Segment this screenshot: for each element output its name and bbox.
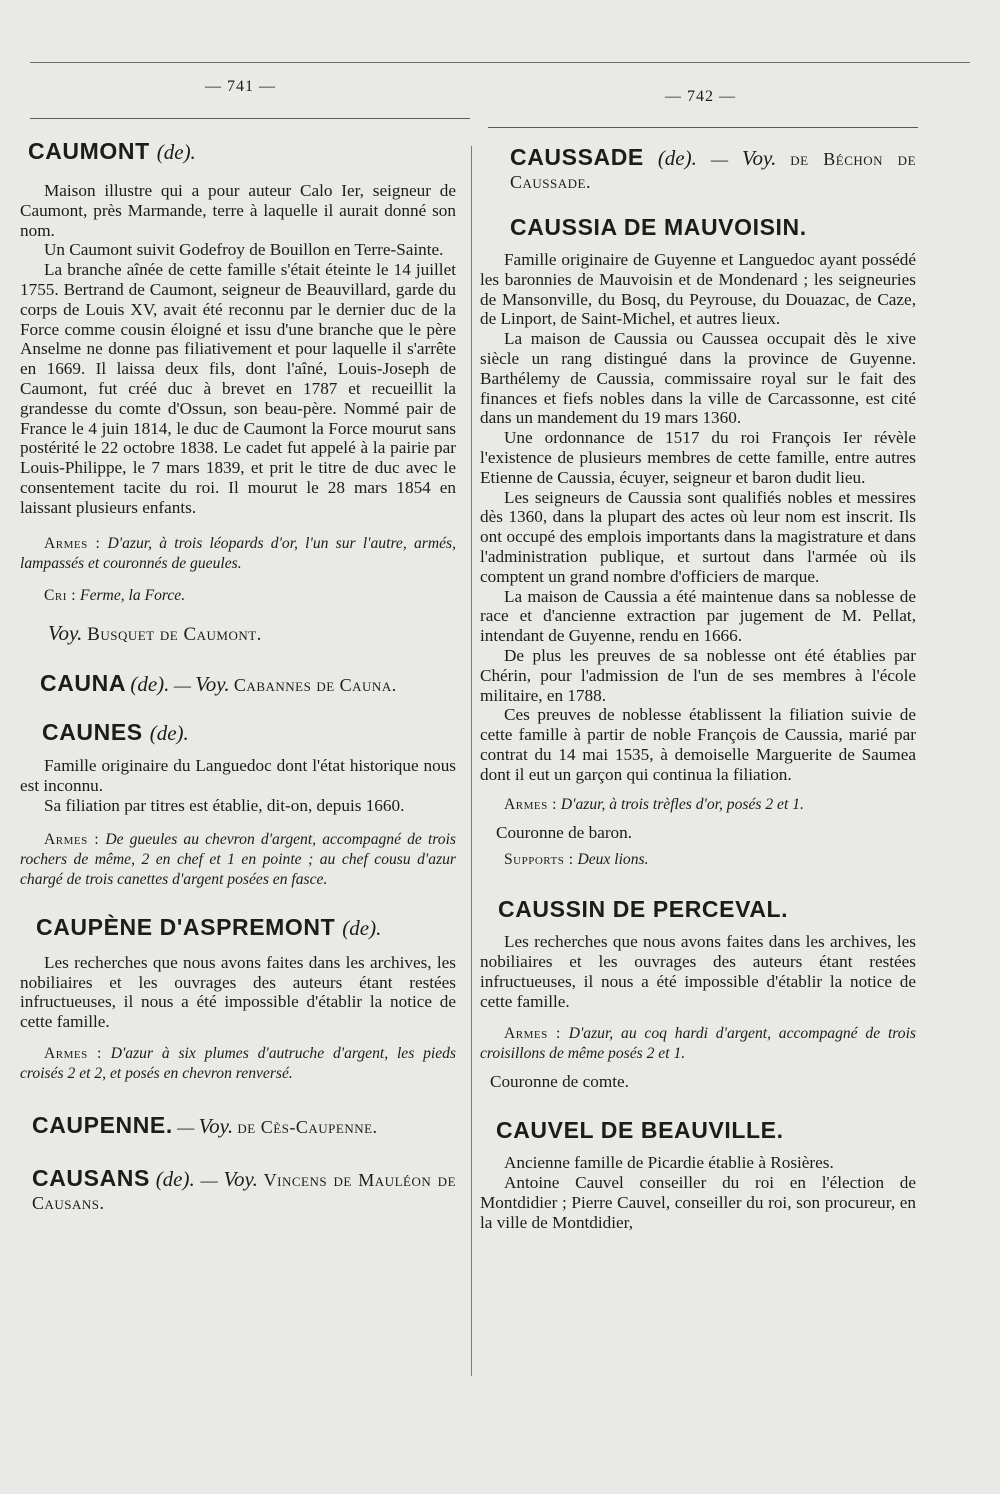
- couronne: Couronne de comte.: [490, 1071, 629, 1091]
- entry-title: [496, 1117, 916, 1143]
- supports-label: Supports :: [504, 851, 574, 869]
- armes-label: Armes :: [504, 795, 557, 813]
- column-divider: [471, 146, 472, 1376]
- armes: [480, 1024, 916, 1064]
- paragraph: Les recherches que nous avons faites dans les archives, les nobiliaires et les ouvrages des auteurs étant restées infructueuses, il nous a été impossible d'établir la notice de cette famille.: [480, 932, 916, 1011]
- voy-label: Voy.: [198, 1113, 234, 1138]
- paragraph: Antoine Cauvel conseiller du roi en l'élection de Montdidier ; Pierre Cauvel, conseiller du roi, son procureur, en la ville de Montdidier,: [480, 1173, 916, 1232]
- voy-label: Voy.: [195, 672, 230, 697]
- paragraph: Ces preuves de noblesse établissent la filiation suivie de cette famille à partir de noble François de Caussia, marié par contrat du 14 mai 1535, à demoiselle Marguerite de Saumea dont il eut un garçon qui continua la filiation.: [480, 705, 916, 784]
- entry-title-text: CAUSSIA DE MAUVOISIN.: [510, 214, 807, 240]
- entry-caussin: [480, 896, 916, 1091]
- entry-title-text: CAUVEL DE BEAUVILLE.: [496, 1117, 784, 1144]
- armes-text: D'azur à six plumes d'autruche d'argent, les pieds croisés 2 et 2, et posés en chevron renversé.: [20, 1044, 456, 1082]
- voy-text: Vincens de Mauléon de Causans.: [32, 1169, 457, 1213]
- paragraph: De plus les preuves de sa noblesse ont été établies par Chérin, pour l'admission de l'un de ses membres à l'école militaire, en 1788.: [480, 645, 916, 705]
- header-rule-left: [30, 118, 470, 119]
- paragraph: Les seigneurs de Caussia sont qualifiés nobles et messires dès 1360, dans la plupart des actes où leur nom est inscrit. Ils ont occupé des emplois importants dans la magistrature et dans l'administration publique, et surtout dans l'armée où ils comptent un grand nombre d'officiers de marque.: [480, 487, 916, 586]
- armes-label: Armes :: [44, 1044, 102, 1062]
- entry-particle: (de).: [156, 140, 196, 164]
- voy-text: Cabannes de Cauna.: [233, 675, 397, 696]
- armes: [20, 1044, 456, 1084]
- entry-title: [510, 214, 916, 240]
- dash: —: [200, 1170, 218, 1190]
- dash: —: [177, 1117, 195, 1137]
- paragraph: Ancienne famille de Picardie établie à Rosières.: [504, 1153, 834, 1173]
- voy-label: Voy.: [48, 620, 83, 645]
- entry-caussia: [480, 214, 916, 870]
- entry-caunes: [20, 719, 456, 889]
- dash: —: [710, 150, 728, 169]
- entry-title-text: CAUPÈNE D'ASPREMONT: [36, 913, 336, 940]
- armes-text: D'azur, au coq hardi d'argent, accompagné de trois croisillons de même posés 2 et 1.: [480, 1024, 916, 1062]
- entry-title: [498, 896, 916, 922]
- couronne: Couronne de baron.: [496, 822, 633, 842]
- paragraph: Une ordonnance de 1517 du roi François Ier révèle l'existence de plusieurs membres de cette famille, entre autres Etienne de Caussia, écuyer, seigneur et baron dudit lieu.: [480, 428, 916, 487]
- page-number-left: — 741 —: [205, 78, 276, 95]
- entry-caussade: [510, 146, 916, 194]
- armes-label: Armes :: [504, 1024, 561, 1042]
- cri-text: Ferme, la Force.: [80, 586, 186, 604]
- entry-title: [28, 138, 456, 165]
- entry-particle: (de).: [155, 1166, 195, 1191]
- entry-title-text: CAUPENNE.: [32, 1111, 173, 1138]
- armes-text: De gueules au chevron d'argent, accompagné de trois rochers de même, 2 en chef et 1 en pointe ; au chef cousu d'azur chargé de trois canettes d'argent posées en fasce.: [20, 830, 456, 888]
- paragraph: Famille originaire du Languedoc dont l'état historique nous est inconnu.: [20, 756, 456, 796]
- voy-label: Voy.: [223, 1166, 258, 1191]
- page-number-right: — 742 —: [665, 88, 736, 105]
- entry-title-text: CAUSANS: [32, 1164, 150, 1191]
- entry-particle: (de).: [149, 721, 189, 746]
- armes: [20, 830, 456, 890]
- armes-label: Armes :: [44, 830, 100, 848]
- armes-text: D'azur, à trois trèfles d'or, posés 2 et 1.: [560, 795, 804, 813]
- paragraph: La maison de Caussia a été maintenue dans sa noblesse de race et d'ancienne extraction par jugement de M. Pellat, intendant de Guyenne, rendu en 1666.: [480, 586, 916, 646]
- entry-causans: [32, 1164, 457, 1215]
- left-column: [20, 138, 456, 1215]
- paragraph: Maison illustre qui a pour auteur Calo Ier, seigneur de Caumont, près Marmande, terre à laquelle il aurait donné son nom.: [20, 181, 456, 240]
- entry-caupenne: [32, 1111, 456, 1139]
- supports: [480, 850, 916, 870]
- entry-title-text: CAUNA: [40, 670, 127, 697]
- entry-title-text: CAUSSIN DE PERCEVAL.: [498, 896, 789, 923]
- entry-particle: (de).: [342, 915, 382, 940]
- armes-label: Armes :: [44, 534, 101, 552]
- paragraph: Sa filiation par titres est établie, dit-on, depuis 1660.: [44, 795, 405, 815]
- header-rule-right: [488, 127, 918, 128]
- paragraph: La branche aînée de cette famille s'était éteinte le 14 juillet 1755. Bertrand de Caumont, seigneur de Beauvillard, garde du corps de Louis XV, avait été reconnu par le dernier duc de la Force comme cousin éloigné et issu d'une branche que le père Anselme ne donne pas filiativement et pour laquelle il s'arrête en 1669. Il laissa deux fils, dont l'aîné, Louis-Joseph de Caumont, fut créé duc à brevet en 1787 et recueillit la grandesse du comte d'Ossun, son beau-père. Nommé pair de France le 4 juin 1814, le duc de Caumont la Force mourut sans postérité le 22 octobre 1838. Le cadet fut appelé à la pairie par Louis-Philippe, le 7 mars 1839, et prit le titre de duc avec le consentement tacite du roi. Il mourut le 28 mars 1854 en laissant plusieurs enfants.: [20, 260, 456, 517]
- entry-title: [36, 914, 456, 941]
- dash: —: [173, 676, 191, 696]
- armes: [480, 795, 916, 815]
- cri: [20, 586, 456, 606]
- paragraph: Famille originaire de Guyenne et Languedoc ayant possédé les baronnies de Mauvoisin et de Mondenard ; les seigneuries de Mansonville, du Bosq, du Peyrouse, du Douazac, de Caze, de Linport, de Saint-Michel, et autres lieux.: [480, 250, 916, 329]
- page-top-edge: [30, 62, 970, 63]
- entry-caumont: [20, 138, 456, 644]
- entry-caupene: [20, 914, 456, 1084]
- right-column: [480, 146, 916, 1232]
- voy-text: de Cès-Caupenne.: [237, 1116, 378, 1137]
- entry-title: [42, 719, 456, 746]
- cross-reference: [48, 620, 456, 645]
- entry-title-text: CAUMONT: [28, 138, 150, 164]
- paragraph: Les recherches que nous avons faites dans les archives, les nobiliaires et les ouvrages des auteurs étant restées infructueuses, il nous a été impossible d'établir la notice de cette famille.: [20, 952, 456, 1032]
- entry-particle: (de).: [657, 146, 697, 170]
- entry-cauna: [40, 672, 456, 697]
- entry-title-text: CAUSSADE: [510, 144, 644, 170]
- voy-text: Busquet de Caumont.: [87, 623, 262, 645]
- armes-text: D'azur, à trois léopards d'or, l'un sur l'autre, armés, lampassés et couronnés de gueules.: [20, 534, 456, 572]
- entry-cauvel: [480, 1117, 916, 1232]
- entry-title-text: CAUNES: [42, 719, 143, 746]
- supports-text: Deux lions.: [577, 851, 649, 869]
- paragraph: Un Caumont suivit Godefroy de Bouillon en Terre-Sainte.: [44, 240, 444, 260]
- voy-label: Voy.: [741, 146, 777, 170]
- cri-label: Cri :: [44, 586, 77, 604]
- voy-text: de Béchon de Caussade.: [510, 149, 917, 192]
- paragraph: La maison de Caussia ou Caussea occupait dès le xive siècle un rang distingué dans la province de Guyenne. Barthélemy de Caussia, commissaire royal sur le fait des finances et fiefs nobles dans la ville de Carcassonne, est cité dans un mandement du 19 mars 1360.: [480, 329, 916, 428]
- armes: [20, 534, 456, 574]
- entry-particle: (de).: [130, 672, 170, 697]
